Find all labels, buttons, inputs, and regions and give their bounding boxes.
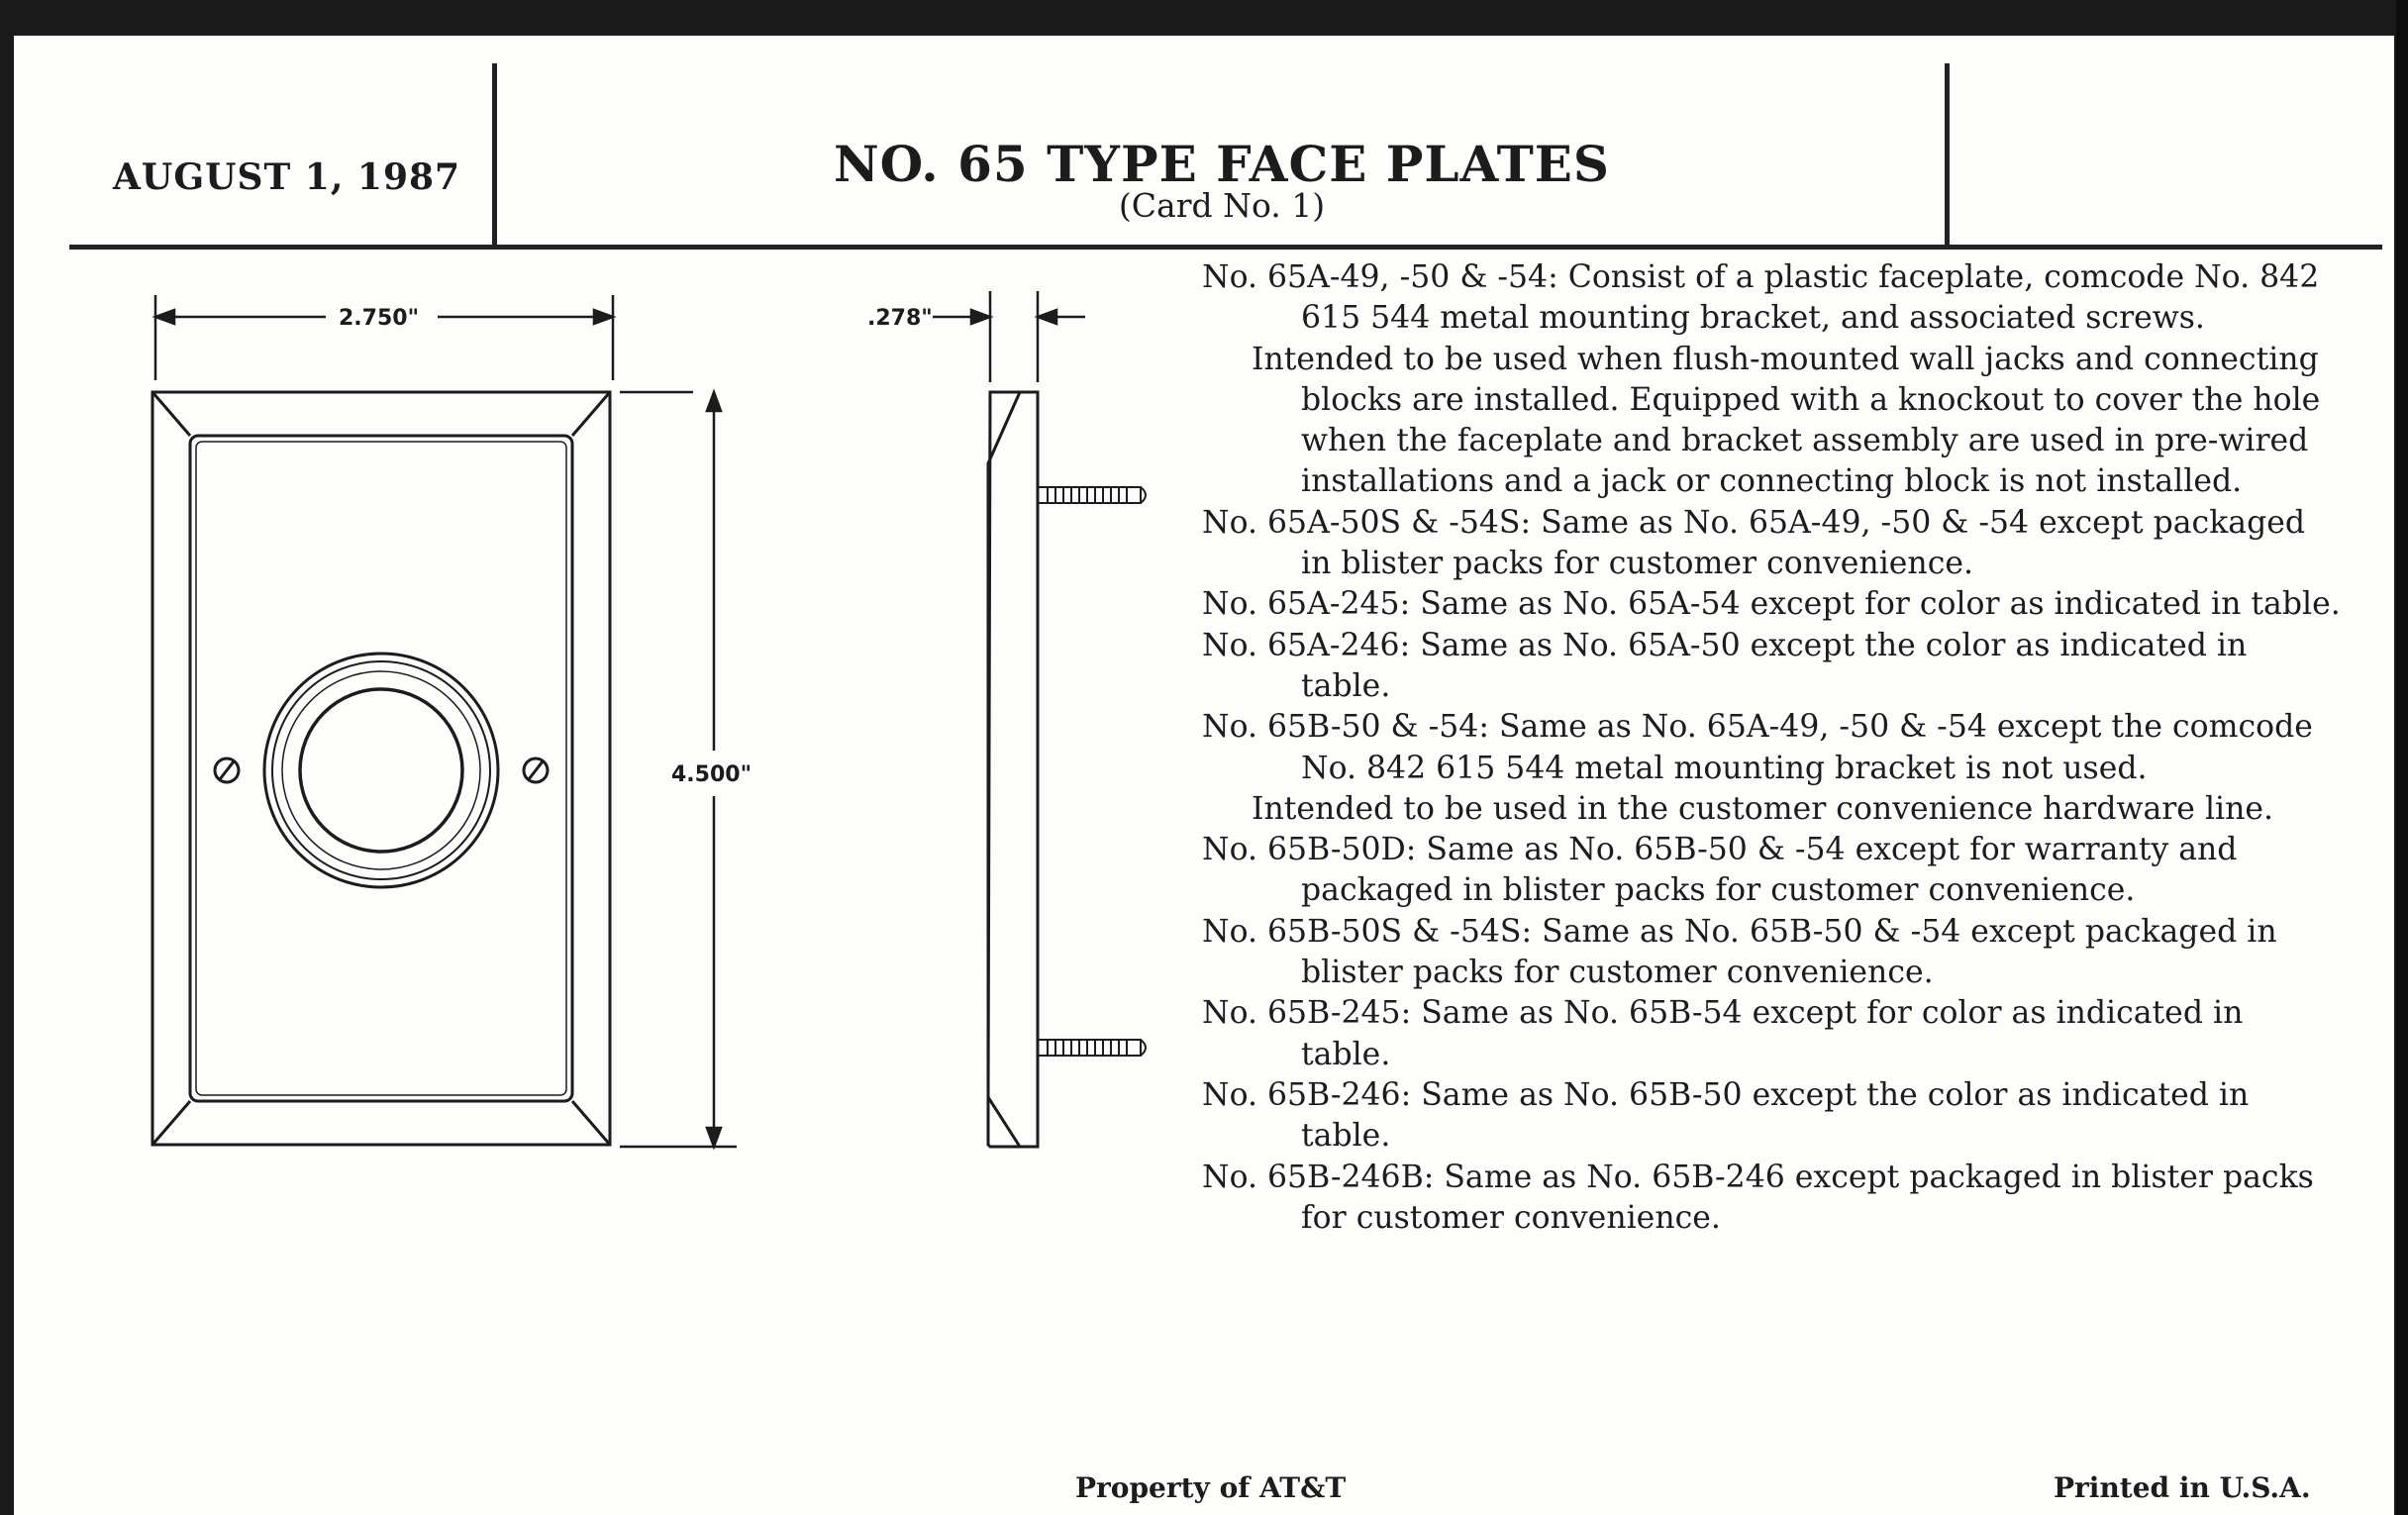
screw-icon — [215, 758, 239, 782]
page-title: NO. 65 TYPE FACE PLATES — [833, 135, 1611, 193]
width-label: 2.750" — [339, 306, 420, 331]
screw-thread-icon — [1038, 487, 1146, 503]
screw-thread-icon — [1038, 1040, 1146, 1056]
description-entry: No. 65A-245: Same as No. 65A-54 except for color as indicated in table. — [1202, 586, 2341, 623]
description-entry: No. 65B-246: Same as No. 65B-50 except the color as indicated in table. — [1202, 1076, 2250, 1155]
depth-dimension — [933, 291, 1085, 382]
footer-printed: Printed in U.S.A. — [2054, 1471, 2311, 1504]
description-entry: No. 65A-49, -50 & -54: Consist of a plastic faceplate, comcode No. 842 615 544 metal mounting bracket, and associated screws. — [1202, 259, 2320, 337]
page-subtitle: (Card No. 1) — [1118, 186, 1326, 225]
description-note: Intended to be used in the customer convenience hardware line. — [1252, 790, 2274, 827]
screw-icon — [524, 758, 548, 782]
description-entry: No. 65B-50 & -54: Same as No. 65A-49, -50 & -54 except the comcode No. 842 615 544 metal mounting bracket is not used. — [1202, 709, 2313, 786]
faceplate-drawing — [113, 244, 1162, 1174]
description-entry: No. 65B-50D: Same as No. 65B-50 & -54 except for warranty and packaged in blister packs for customer convenience. — [1202, 832, 2238, 909]
footer-property: Property of AT&T — [1075, 1471, 1347, 1504]
front-view — [152, 392, 610, 1145]
description-entry: No. 65A-246: Same as No. 65A-50 except the color as indicated in table. — [1202, 627, 2248, 704]
description-entry: No. 65B-246B: Same as No. 65B-246 except packaged in blister packs for customer convenience. — [1202, 1159, 2314, 1236]
description-list — [1202, 257, 2341, 1239]
description-entry: No. 65B-245: Same as No. 65B-54 except for color as indicated in table. — [1202, 995, 2244, 1072]
description-note: Intended to be used when flush-mounted wall jacks and connecting blocks are installed. Equipped with a knockout to cover the hole when the faceplate and bracket assembly are used in pre-wired installations and a jack or connecting block is not installed. — [1252, 341, 2321, 500]
scan-edge — [2396, 0, 2408, 1515]
document-date: AUGUST 1, 1987 — [113, 156, 461, 198]
description-entry: No. 65B-50S & -54S: Same as No. 65B-50 & -54 except packaged in blister packs for customer convenience. — [1202, 913, 2277, 991]
height-label: 4.500" — [671, 762, 752, 787]
depth-label: .278" — [867, 306, 933, 331]
side-view — [988, 392, 1146, 1147]
description-entry: No. 65A-50S & -54S: Same as No. 65A-49, -50 & -54 except packaged in blister packs for customer convenience. — [1202, 504, 2306, 582]
document-card — [14, 36, 2394, 1515]
